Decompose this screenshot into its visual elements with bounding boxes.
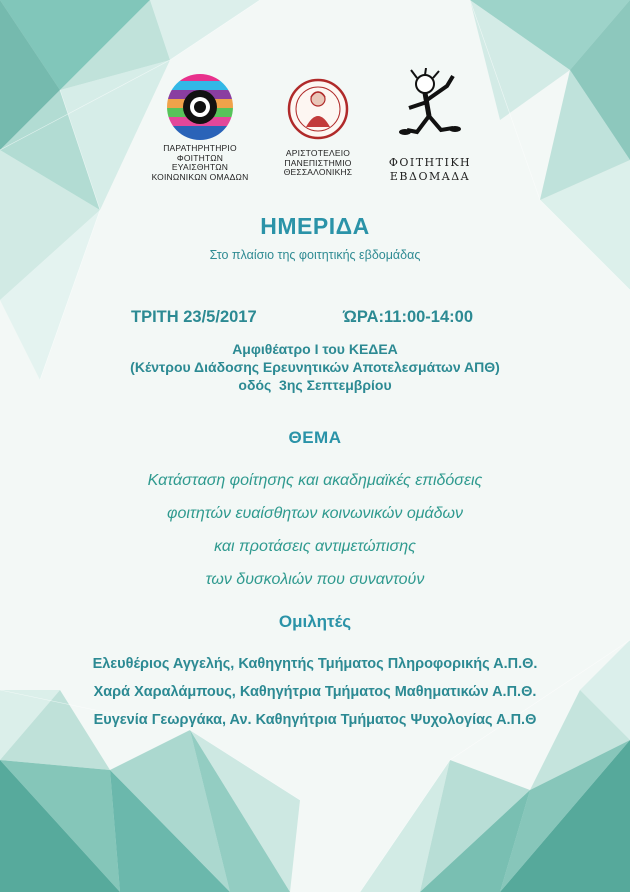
event-venue (0, 340, 630, 394)
event-title: ΗΜΕΡΙΔΑ (260, 213, 370, 239)
university-caption-line: ΑΡΙΣΤΟΤΕΛΕΙΟ (285, 148, 351, 158)
observatory-caption-line: ΠΑΡΑΤΗΡΗΤΗΡΙΟ (163, 143, 237, 153)
speaker-item: Χαρά Χαραλάμπους, Καθηγήτρια Τμήματος Μαθηματικών Α.Π.Θ. (93, 684, 537, 700)
observatory-caption-line: ΚΟΙΝΩΝΙΚΩΝ ΟΜΑΔΩΝ (151, 171, 249, 182)
topic-line: των δυσκολιών που συναντούν (205, 571, 425, 588)
eye-stripes-icon (165, 72, 235, 142)
speaker-item: Ελευθέριος Αγγελής, Καθηγητής Τμήματος Πληροφορικής Α.Π.Θ. (92, 656, 538, 672)
observatory-caption-line: ΕΥΑΙΣΘΗΤΩΝ (171, 162, 229, 172)
speaker-item: Ευγενία Γεωργάκα, Αν. Καθηγήτρια Τμήματος Ψυχολογίας Α.Π.Θ (93, 712, 537, 728)
topic-line: Κατάσταση φοίτησης και ακαδημαϊκές επιδόσεις (147, 472, 483, 489)
student-week-logo (376, 68, 484, 184)
university-caption-line: ΘΕΣΣΑΛΟΝΙΚΗΣ (283, 167, 353, 177)
venue-line: Αμφιθέατρο Ι του ΚΕΔΕΑ (232, 341, 398, 357)
topic-line: φοιτητών ευαίσθητων κοινωνικών ομάδων (167, 505, 463, 522)
venue-line: οδός 3ης Σεπτεμβρίου (238, 377, 392, 393)
topic-heading: ΘΕΜΑ (288, 428, 342, 447)
event-subtitle: Στο πλαίσιο της φοιτητικής εβδομάδας (209, 248, 421, 262)
speakers-list (0, 650, 630, 734)
running-figure-icon (395, 68, 465, 150)
speakers-heading: Ομιλητές (278, 612, 352, 631)
event-date: ΤΡΙΤΗ 23/5/2017 (131, 308, 257, 326)
week-caption-line: ΕΒΔΟΜΑΔΑ (389, 170, 471, 183)
topic-line: και προτάσεις αντιμετώπισης (214, 538, 416, 555)
observatory-caption-line: ΦΟΙΤΗΤΩΝ (176, 152, 224, 163)
event-time: ΏΡΑ:11:00-14:00 (343, 308, 474, 326)
venue-line: (Κέντρου Διάδοσης Ερευνητικών Αποτελεσμάτων ΑΠΘ) (130, 359, 500, 375)
university-seal-logo (263, 75, 373, 178)
observatory-logo (140, 72, 260, 182)
topic-text (0, 464, 630, 596)
university-caption-line: ΠΑΝΕΠΙΣΤΗΜΙΟ (284, 157, 352, 168)
seal-icon (287, 75, 349, 143)
week-caption-line: ΦΟΙΤΗΤΙΚΗ (388, 156, 472, 169)
